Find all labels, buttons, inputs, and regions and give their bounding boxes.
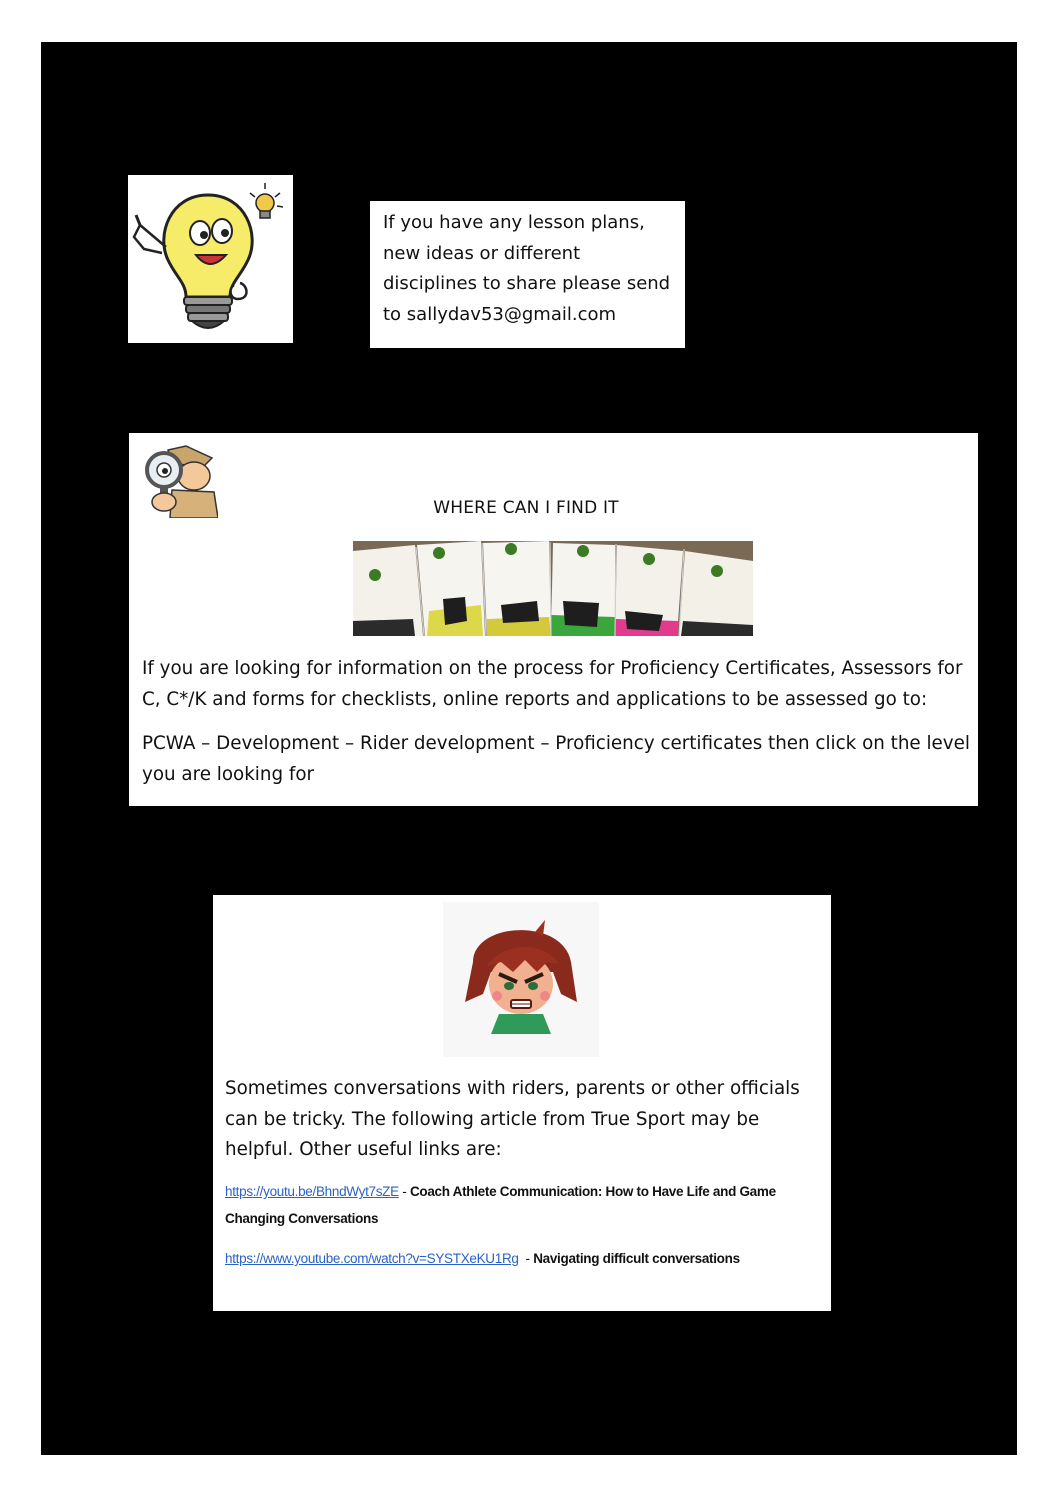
conversations-paragraph: Sometimes conversations with riders, parents or other officials can be tricky. The following article from True Sport may be helpful. Other useful links are: [225, 1078, 800, 1160]
navigation-path-paragraph: PCWA – Development – Rider development – Proficiency certificates then click on the level you are looking for [142, 733, 970, 785]
link-separator: - [398, 1184, 410, 1199]
youtube-link-difficult-conversations[interactable]: https://www.youtube.com/watch?v=SYSTXeKU1Rg [225, 1251, 519, 1266]
manual-cover-5 [615, 545, 683, 636]
certificate-manuals-image [353, 541, 753, 636]
youtube-link-coach-communication[interactable]: https://youtu.be/BhndWyt7sZE [225, 1184, 399, 1199]
certificates-info-paragraph: If you are looking for information on the process for Proficiency Certificates, Assessors for C, C*/K and forms for checklists, online reports and applications to be assessed go to: [142, 658, 963, 710]
manual-cover-6 [679, 551, 753, 636]
link-description: Navigating difficult conversations [533, 1251, 740, 1266]
lightbulb-cartoon-image [128, 175, 293, 343]
manual-cover-4 [551, 543, 615, 636]
manual-cover-1 [353, 545, 423, 636]
angry-face-icon [443, 902, 599, 1057]
manual-cover-3 [483, 541, 551, 636]
lightbulb-icon [128, 175, 293, 343]
link-description: Coach Athlete Communication: How to Have Life and Game Changing Conversations [225, 1184, 776, 1226]
manual-cover-2 [417, 541, 485, 636]
link-line-2 [225, 1245, 785, 1272]
difficult-conversations-section [213, 895, 831, 1311]
angry-girl-image [443, 902, 599, 1057]
share-ideas-box [370, 201, 685, 348]
share-ideas-text: If you have any lesson plans, new ideas or different disciplines to share please send to sallydav53@gmail.com [383, 212, 671, 325]
where-can-i-find-it-section [129, 433, 978, 806]
link-line-1 [225, 1178, 785, 1232]
link-separator: - [518, 1251, 534, 1266]
section-title: WHERE CAN I FIND IT [433, 498, 619, 518]
